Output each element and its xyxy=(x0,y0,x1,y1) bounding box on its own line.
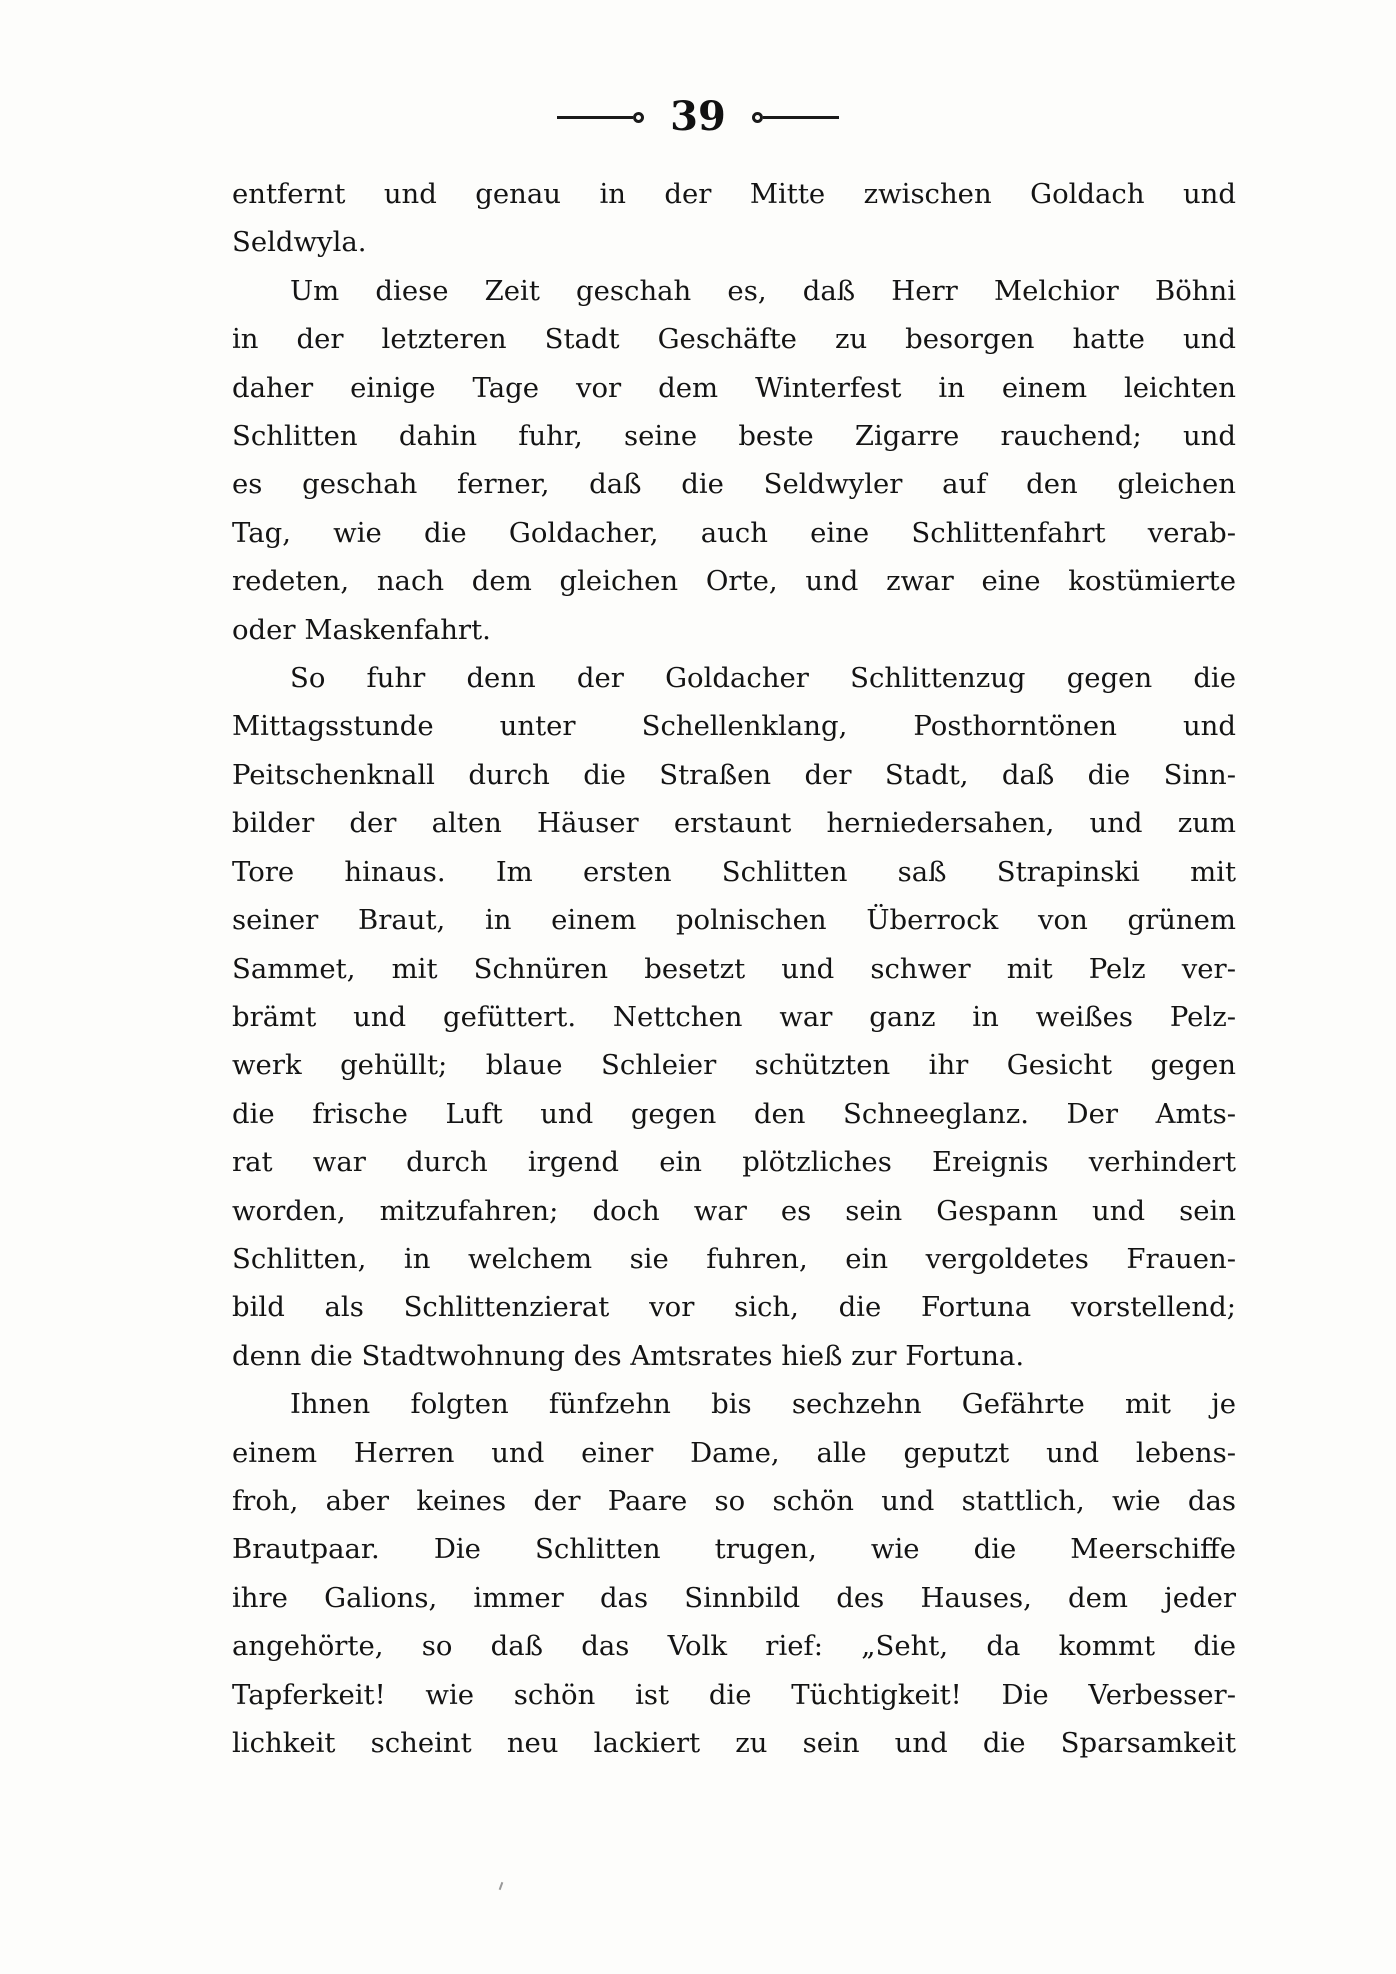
stray-ink-mark xyxy=(499,1882,504,1890)
text-line: angehörte, so daß das Volk rief: „Seht, da kommt die xyxy=(232,1630,1236,1663)
right-ornament-icon xyxy=(752,112,839,123)
text-line: froh, aber keines der Paare so schön und stattlich, wie das xyxy=(232,1484,1236,1517)
page-header xyxy=(0,92,1396,142)
text-line: es geschah ferner, daß die Seldwyler auf den gleichen xyxy=(232,468,1236,501)
text-line: daher einige Tage vor dem Winterfest in einem leichten xyxy=(232,371,1236,404)
text-line: Mittagsstunde unter Schellenklang, Posthorntönen und xyxy=(232,710,1236,743)
text-line: Tapferkeit! wie schön ist die Tüchtigkeit! Die Verbesser- xyxy=(232,1678,1236,1711)
text-line: Schlitten, in welchem sie fuhren, ein vergoldetes Frauen- xyxy=(232,1242,1236,1275)
text-line: werk gehüllt; blaue Schleier schützten ihr Gesicht gegen xyxy=(232,1049,1236,1082)
text-line: denn die Stadtwohnung des Amtsrates hieß zur Fortuna. xyxy=(232,1339,1025,1372)
text-line: worden, mitzufahren; doch war es sein Gespann und sein xyxy=(232,1194,1236,1227)
text-line: Schlitten dahin fuhr, seine beste Zigarre rauchend; und xyxy=(232,420,1236,453)
left-ornament-icon xyxy=(557,112,644,123)
text-line: Ihnen folgten fünfzehn bis sechzehn Gefährte mit je xyxy=(290,1388,1236,1421)
text-line: in der letzteren Stadt Geschäfte zu besorgen hatte und xyxy=(232,323,1236,356)
text-line: Seldwyla. xyxy=(232,226,367,259)
text-line: Tag, wie die Goldacher, auch eine Schlittenfahrt verab- xyxy=(232,516,1236,549)
text-line: bilder der alten Häuser erstaunt herniedersahen, und zum xyxy=(232,807,1236,840)
text-line: Sammet, mit Schnüren besetzt und schwer mit Pelz ver- xyxy=(232,952,1236,985)
text-line: einem Herren und einer Dame, alle geputzt und lebens- xyxy=(232,1436,1236,1469)
text-line: ihre Galions, immer das Sinnbild des Hauses, dem jeder xyxy=(232,1581,1236,1614)
text-line: brämt und gefüttert. Nettchen war ganz in weißes Pelz- xyxy=(232,1000,1236,1033)
text-line: Tore hinaus. Im ersten Schlitten saß Strapinski mit xyxy=(232,855,1236,888)
text-line: entfernt und genau in der Mitte zwischen Goldach und xyxy=(232,178,1236,210)
page-number: 39 xyxy=(670,93,726,140)
text-line: redeten, nach dem gleichen Orte, und zwar eine kostümierte xyxy=(232,565,1236,598)
text-line: die frische Luft und gegen den Schneeglanz. Der Amts- xyxy=(232,1097,1236,1130)
text-line: oder Maskenfahrt. xyxy=(232,613,491,646)
text-line: Um diese Zeit geschah es, daß Herr Melchior Böhni xyxy=(290,274,1236,307)
text-line: So fuhr denn der Goldacher Schlittenzug gegen die xyxy=(290,662,1236,695)
text-line: Peitschenknall durch die Straßen der Stadt, daß die Sinn- xyxy=(232,758,1236,791)
text-line: Brautpaar. Die Schlitten trugen, wie die Meerschiffe xyxy=(232,1533,1236,1566)
text-line: rat war durch irgend ein plötzliches Ereignis verhindert xyxy=(232,1146,1236,1179)
text-line: seiner Braut, in einem polnischen Überrock von grünem xyxy=(232,904,1236,937)
body-text xyxy=(232,170,1236,1767)
text-line: lichkeit scheint neu lackiert zu sein und die Sparsamkeit xyxy=(232,1727,1236,1759)
text-line: bild als Schlittenzierat vor sich, die Fortuna vorstellend; xyxy=(232,1291,1236,1324)
